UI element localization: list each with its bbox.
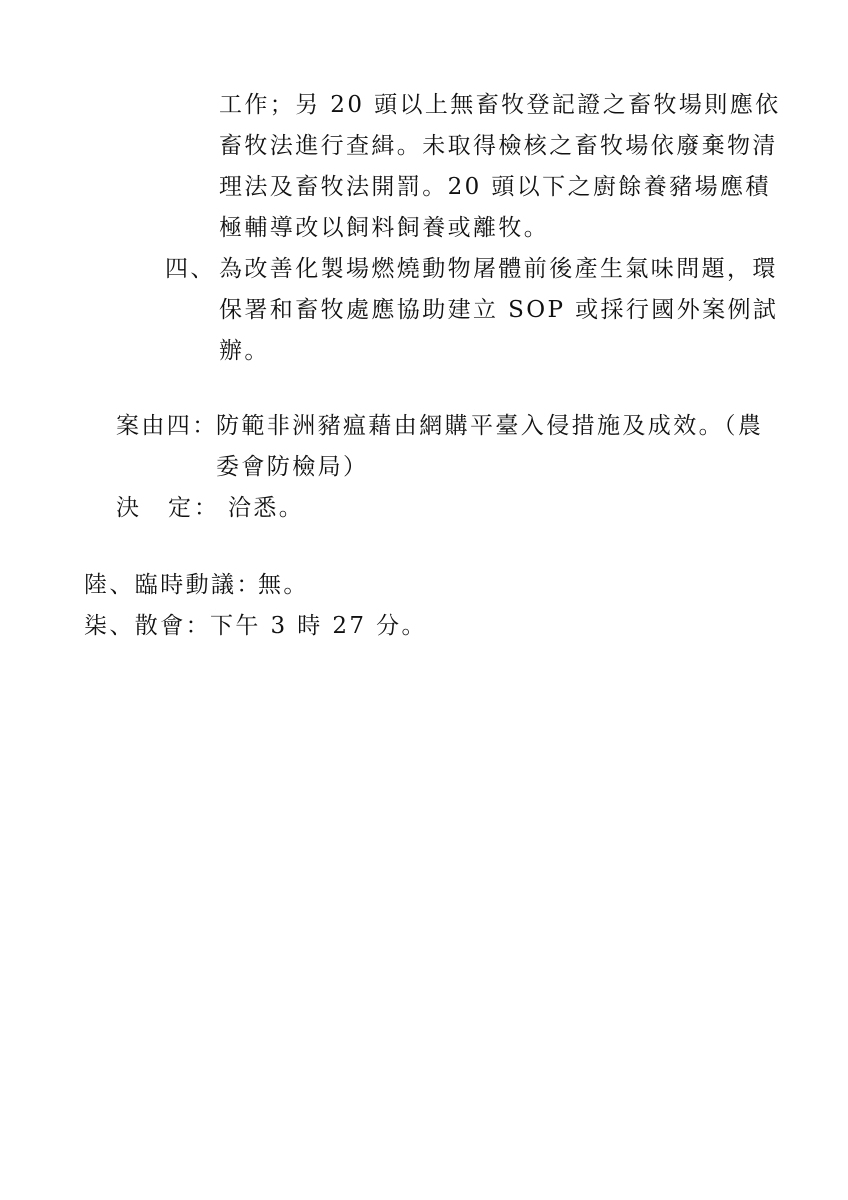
item4-line-2: 保署和畜牧處應協助建立 SOP 或採行國外案例試 (219, 297, 779, 323)
section6-label: 陸、臨時動議： (84, 572, 262, 598)
continuation-line-2: 畜牧法進行查緝。未取得檢核之畜牧場依廢棄物清 (219, 133, 778, 159)
continuation-line-3: 理法及畜牧法開罰。20 頭以下之廚餘養豬場應積 (219, 174, 771, 200)
item4-line-1: 為改善化製場燃燒動物屠體前後產生氣味問題，環 (219, 256, 778, 282)
item4-marker: 四、 (165, 256, 216, 282)
continuation-line-1: 工作；另 20 頭以上無畜牧登記證之畜牧場則應依 (219, 92, 781, 118)
case4-decision-text: 洽悉。 (228, 495, 305, 521)
continuation-line-4: 極輔導改以飼料飼養或離牧。 (219, 215, 550, 241)
section7-label: 柒、散會： (84, 613, 211, 639)
item4-line-3: 辦。 (219, 338, 270, 364)
case4-decision-label: 決 定： (116, 495, 220, 521)
section7-text: 下午 3 時 27 分。 (210, 613, 427, 639)
section6-text: 無。 (258, 572, 309, 598)
case4-reason-label: 案由四： (116, 413, 218, 439)
case4-reason-line-2: 委會防檢局） (216, 454, 369, 480)
case4-reason-line-1: 防範非洲豬瘟藉由網購平臺入侵措施及成效。（農 (216, 413, 764, 439)
